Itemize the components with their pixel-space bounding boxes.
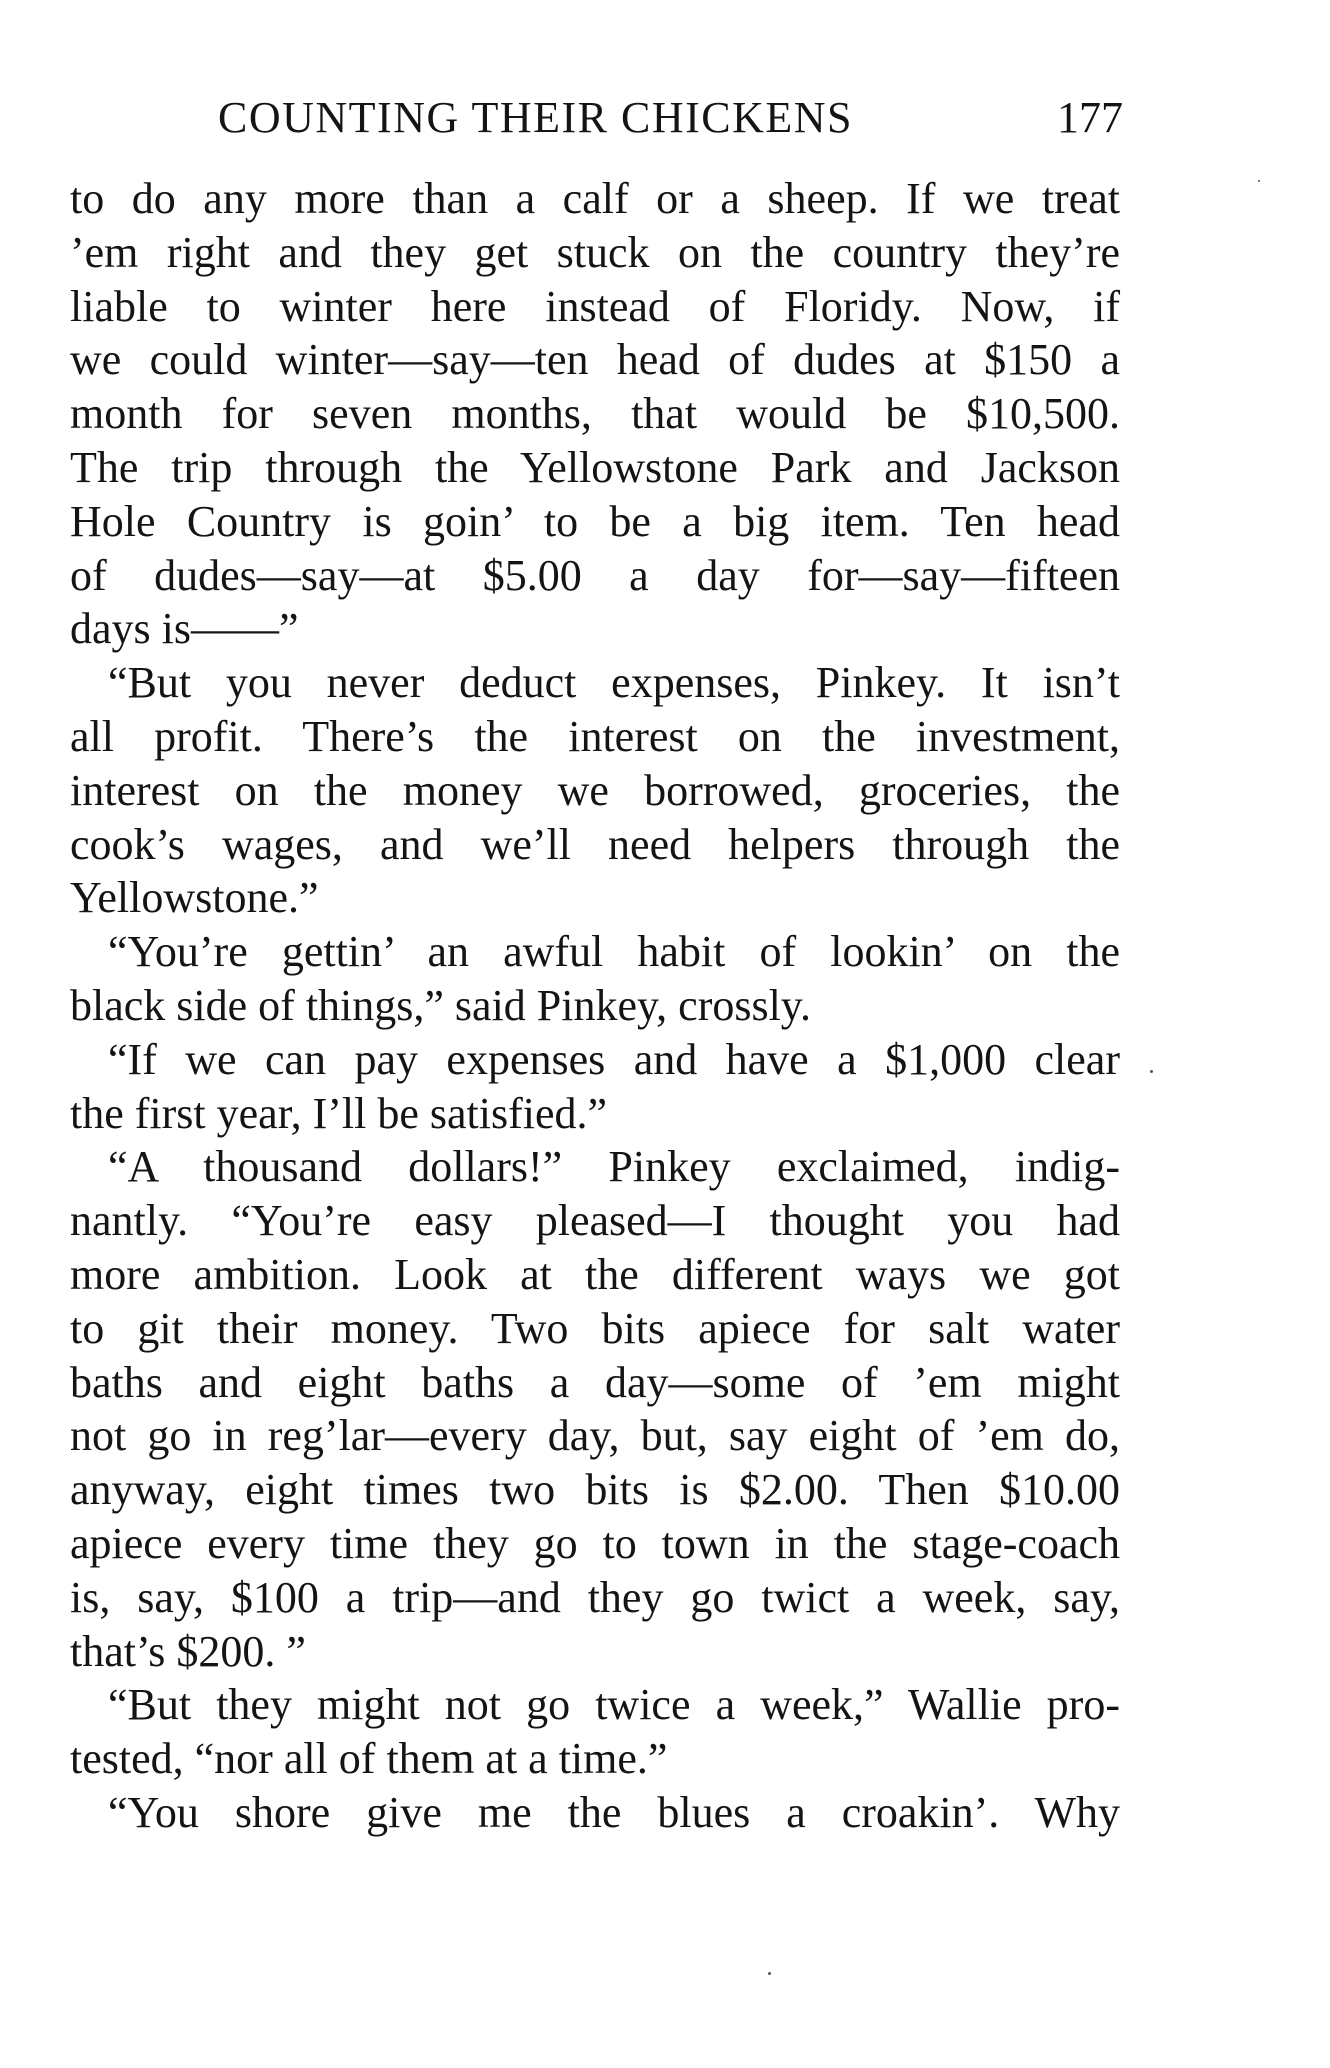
text-line: Yellowstone.” — [70, 873, 319, 923]
text-line: The trip through the Yellowstone Park and Jackson — [70, 442, 1120, 492]
text-line: black side of things,” said Pinkey, crossly. — [70, 980, 811, 1030]
paper-speck — [1258, 180, 1260, 182]
text-line: tested, “nor all of them at a time.” — [70, 1734, 668, 1784]
text-line: “A thousand dollars!” Pinkey exclaimed, indig- — [108, 1142, 1120, 1192]
text-line: “But you never deduct expenses, Pinkey. It isn’t — [108, 658, 1120, 708]
body-text — [70, 172, 1120, 1840]
text-line: apiece every time they go to town in the stage-coach — [70, 1518, 1120, 1568]
text-line: the first year, I’ll be satisfied.” — [70, 1088, 608, 1138]
text-line: month for seven months, that would be $10,500. — [70, 389, 1120, 439]
text-line: baths and eight baths a day—some of ’em might — [70, 1357, 1120, 1407]
text-line: “If we can pay expenses and have a $1,000 clear — [108, 1034, 1120, 1084]
running-title: COUNTING THEIR CHICKENS — [218, 93, 854, 142]
text-line: nantly. “You’re easy pleased—I thought you had — [70, 1196, 1120, 1246]
text-line: not go in reg’lar—every day, but, say eight of ’em do, — [70, 1411, 1120, 1461]
text-line: Hole Country is goin’ to be a big item. Ten head — [70, 496, 1120, 546]
text-line: cook’s wages, and we’ll need helpers through the — [70, 819, 1120, 869]
page-header — [218, 92, 1123, 152]
text-line: “You shore give me the blues a croakin’. Why — [108, 1787, 1120, 1837]
page-number: 177 — [1057, 93, 1123, 142]
text-line: “You’re gettin’ an awful habit of lookin’ on the — [108, 927, 1120, 977]
paper-speck — [1150, 1070, 1153, 1073]
text-line: we could winter—say—ten head of dudes at $150 a — [70, 335, 1120, 385]
text-line: interest on the money we borrowed, groceries, the — [70, 765, 1120, 815]
text-line: “But they might not go twice a week,” Wallie pro- — [108, 1680, 1120, 1730]
text-line: more ambition. Look at the different ways we got — [70, 1249, 1120, 1299]
text-line: that’s $200. ” — [70, 1626, 306, 1676]
text-line: to git their money. Two bits apiece for salt water — [70, 1303, 1120, 1353]
paper-speck — [768, 1972, 771, 1975]
text-line: all profit. There’s the interest on the investment, — [70, 711, 1120, 761]
text-line: liable to winter here instead of Floridy. Now, if — [70, 281, 1120, 331]
text-line: days is——” — [70, 604, 299, 654]
text-line: of dudes—say—at $5.00 a day for—say—fifteen — [70, 550, 1120, 600]
text-line: ’em right and they get stuck on the country they’re — [70, 227, 1120, 277]
text-line: anyway, eight times two bits is $2.00. Then $10.00 — [70, 1465, 1120, 1515]
text-line: is, say, $100 a trip—and they go twict a week, say, — [70, 1572, 1120, 1622]
text-line: to do any more than a calf or a sheep. If we treat — [70, 174, 1120, 223]
